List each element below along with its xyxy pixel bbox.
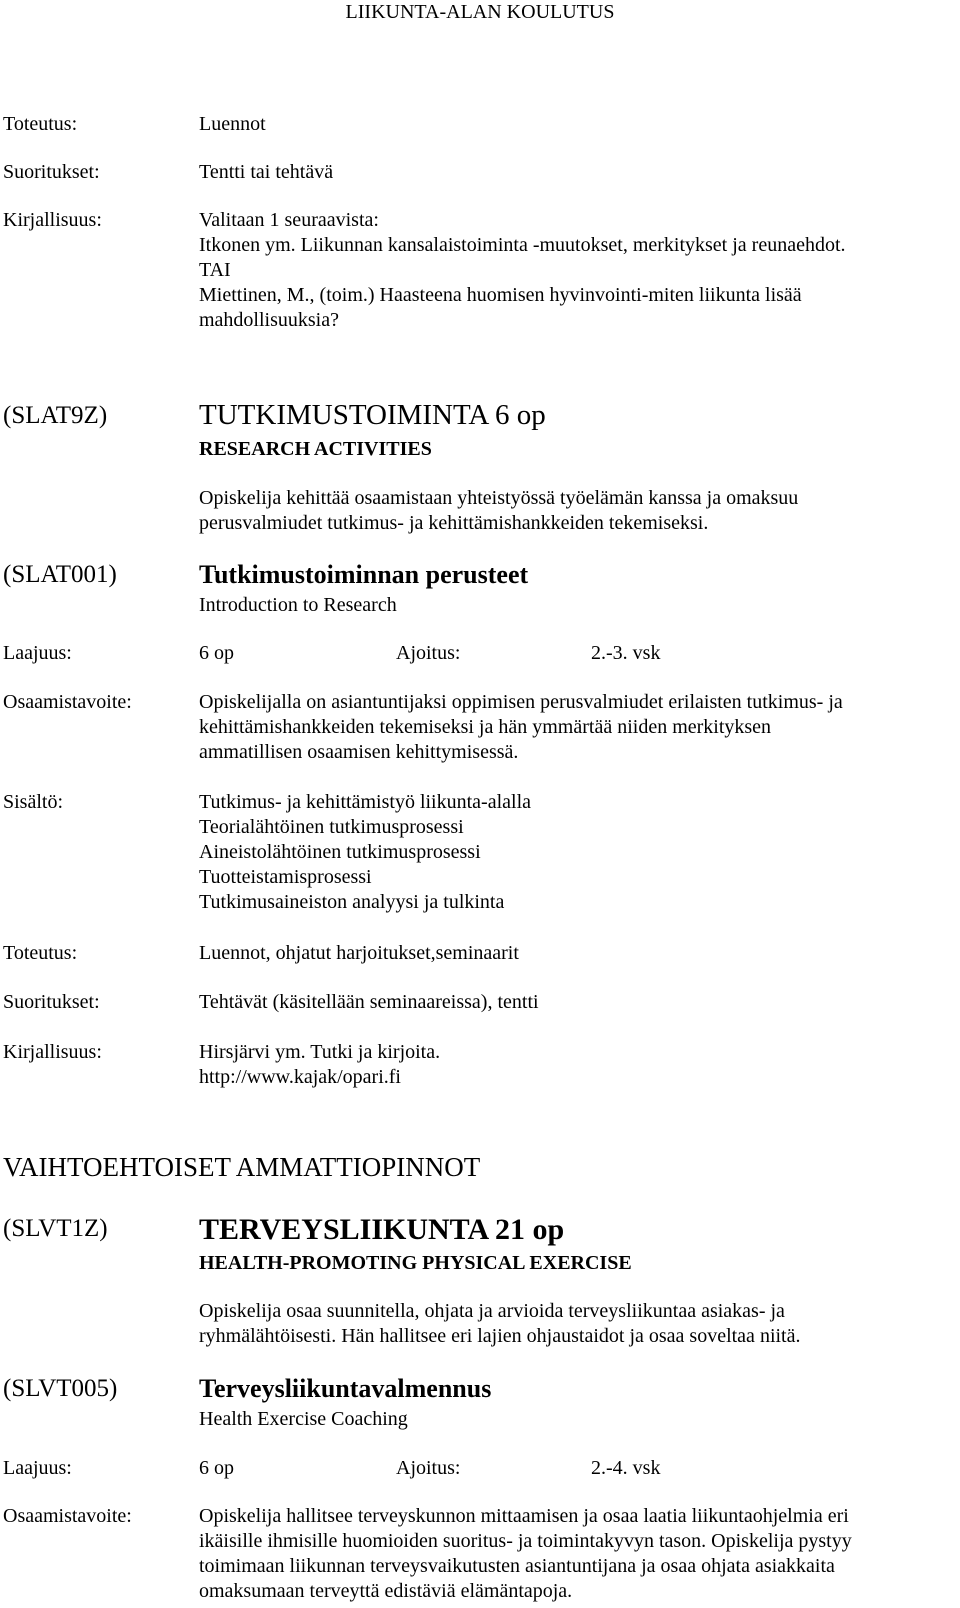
section-title: VAIHTOEHTOISET AMMATTIOPINNOT (3, 1152, 481, 1182)
course-code: (SLVT1Z) (3, 1215, 108, 1242)
course-code: (SLAT001) (3, 561, 117, 588)
osaamistavoite-label: Osaamistavoite: (3, 691, 132, 713)
ajoitus-value: 2.-3. vsk (591, 642, 661, 664)
osaamistavoite-text (199, 1504, 852, 1604)
laajuus-value: 6 op (199, 642, 234, 664)
sisalto-list (199, 790, 531, 915)
module-subtitle: RESEARCH ACTIVITIES (199, 438, 432, 460)
sisalto-line: Tutkimus- ja kehittämistyö liikunta-alalla (199, 791, 532, 813)
course-code: (SLAT9Z) (3, 402, 108, 429)
description-line: ryhmälähtöisesti. Hän hallitsee eri lajien ohjaustaidot ja osaa soveltaa niitä. (199, 1325, 801, 1347)
osaamistavoite-line: Opiskelija hallitsee terveyskunnon mittaamisen ja osaa laatia liikuntaohjelmia eri (199, 1505, 849, 1527)
toteutus-label: Toteutus: (3, 113, 78, 135)
suoritukset-label: Suoritukset: (3, 161, 100, 183)
kirjallisuus-link[interactable]: http://www.kajak/opari.fi (199, 1066, 401, 1088)
description-line: Opiskelija osaa suunnitella, ohjata ja arvioida terveysliikuntaa asiakas- ja (199, 1300, 785, 1322)
sisalto-line: Tuotteistamisprosessi (199, 866, 372, 888)
course-subtitle: Introduction to Research (199, 594, 397, 616)
kirjallisuus-line: Itkonen ym. Liikunnan kansalaistoiminta -muutokset, merkitykset ja reunaehdot. (199, 234, 846, 256)
osaamistavoite-line: toimimaan liikunnan terveysvaikutusten asiantuntijana ja osaa ohjata asiakkaita (199, 1555, 835, 1577)
ajoitus-label: Ajoitus: (396, 642, 461, 664)
kirjallisuus-label: Kirjallisuus: (3, 209, 102, 231)
osaamistavoite-line: kehittämishankkeiden tekemiseksi ja hän ymmärtää niiden merkityksen (199, 716, 772, 738)
kirjallisuus-label: Kirjallisuus: (3, 1041, 102, 1063)
kirjallisuus-line: TAI (199, 259, 231, 281)
osaamistavoite-line: ikäisille ihmisille huomioiden suoritus- ja toimintakyvyn tason. Opiskelija pystyy (199, 1530, 852, 1552)
module-title: TERVEYSLIIKUNTA 21 op (199, 1213, 565, 1246)
module-description (199, 486, 798, 536)
sisalto-line: Teorialähtöinen tutkimusprosessi (199, 816, 464, 838)
sisalto-line: Tutkimusaineiston analyysi ja tulkinta (199, 891, 505, 913)
module-description (199, 1299, 800, 1349)
suoritukset-value: Tehtävät (käsitellään seminaareissa), tentti (199, 991, 539, 1013)
ajoitus-label: Ajoitus: (396, 1457, 461, 1479)
toteutus-value: Luennot, ohjatut harjoitukset,seminaarit (199, 942, 519, 964)
sisalto-line: Aineistolähtöinen tutkimusprosessi (199, 841, 481, 863)
sisalto-label: Sisältö: (3, 791, 64, 813)
suoritukset-label: Suoritukset: (3, 991, 100, 1013)
course-title: Tutkimustoiminnan perusteet (199, 560, 529, 589)
page-header: LIIKUNTA-ALAN KOULUTUS (345, 1, 615, 23)
laajuus-value: 6 op (199, 1457, 234, 1479)
ajoitus-value: 2.-4. vsk (591, 1457, 661, 1479)
kirjallisuus-line: mahdollisuuksia? (199, 309, 339, 331)
suoritukset-value: Tentti tai tehtävä (199, 161, 334, 183)
osaamistavoite-line: ammatillisen osaamisen kehittymisessä. (199, 741, 519, 763)
course-subtitle: Health Exercise Coaching (199, 1408, 408, 1430)
osaamistavoite-line: omaksumaan terveyttä edistäviä elämäntapoja. (199, 1580, 573, 1602)
osaamistavoite-line: Opiskelijalla on asiantuntijaksi oppimisen perusvalmiudet erilaisten tutkimus- ja (199, 691, 843, 713)
osaamistavoite-text (199, 690, 843, 765)
description-line: perusvalmiudet tutkimus- ja kehittämishankkeiden tekemiseksi. (199, 512, 709, 534)
kirjallisuus-line: Valitaan 1 seuraavista: (199, 209, 379, 231)
kirjallisuus-list (199, 1040, 440, 1090)
osaamistavoite-label: Osaamistavoite: (3, 1505, 132, 1527)
laajuus-label: Laajuus: (3, 1457, 72, 1479)
module-title: TUTKIMUSTOIMINTA 6 op (199, 399, 546, 431)
toteutus-label: Toteutus: (3, 942, 78, 964)
laajuus-label: Laajuus: (3, 642, 72, 664)
kirjallisuus-list (199, 208, 846, 333)
course-title: Terveysliikuntavalmennus (199, 1374, 492, 1403)
kirjallisuus-line: Miettinen, M., (toim.) Haasteena huomisen hyvinvointi-miten liikunta lisää (199, 284, 802, 306)
course-code: (SLVT005) (3, 1375, 118, 1402)
toteutus-value: Luennot (199, 113, 266, 135)
module-subtitle: HEALTH-PROMOTING PHYSICAL EXERCISE (199, 1252, 632, 1274)
kirjallisuus-line: Hirsjärvi ym. Tutki ja kirjoita. (199, 1041, 441, 1063)
description-line: Opiskelija kehittää osaamistaan yhteistyössä työelämän kanssa ja omaksuu (199, 487, 799, 509)
